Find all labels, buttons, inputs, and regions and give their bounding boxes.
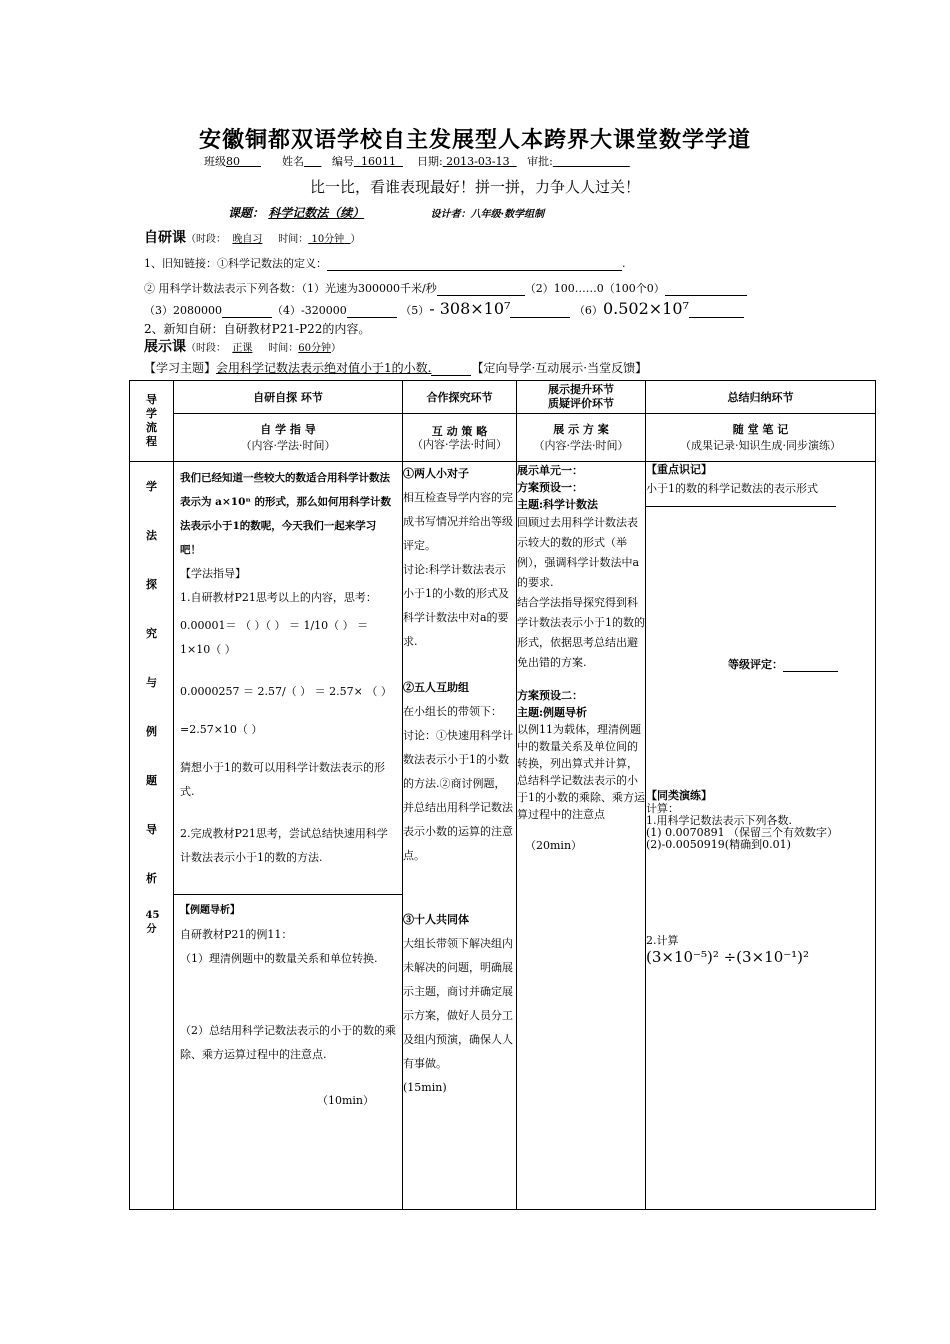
show-th1: 主题:科学计数法 [517, 498, 599, 511]
key-label: 【重点识记】 [646, 463, 712, 476]
theme-line [144, 359, 647, 376]
practice-q1a: (1) 0.0070891 （保留三个有效数字） [646, 826, 839, 839]
vertical-char: 与 [146, 676, 157, 689]
show-p1: 回顾过去用科学计数法表示较大的数的形式（举例），强调科学计数法中a的要求. [517, 516, 640, 589]
guide-intro: 我们已经知道一些较大的数适合用科学计数法表示为 a×10ⁿ 的形式，那么如何用科学计数法表示小于1的数呢，今天我们一起来学习吧！ [180, 472, 391, 556]
guide-upper [174, 462, 402, 895]
page-title: 安徽铜都双语学校自主发展型人本跨界大课堂数学学道 [198, 127, 751, 153]
col2-header: 自研自探 环节 [174, 381, 403, 414]
show-th2: 主题:例题导析 [517, 706, 588, 719]
show-p2: 结合学法指导探究得到科学计数法表示小于1的数的形式，依据思考总结出避免出错的方案. [517, 596, 645, 669]
practice-q2-expr: (3×10⁻⁵)² ÷(3×10⁻¹)² [646, 948, 810, 966]
class-value: 80 [226, 155, 240, 168]
coop-p1: 相互检查导学内容的完成书写情况并给出等级评定。 [403, 491, 513, 552]
calc-label: 计算： [646, 802, 679, 815]
grade-label: 等级评定： [728, 658, 783, 671]
example-time: （10min） [316, 1094, 374, 1107]
date-value: 2013-03-13 [446, 155, 510, 168]
coop-p4: 讨论：①快速用科学计数法表示小于1的小数的方法.②商讨例题，并总结出用科学记数法表示小数的运算的注意点。 [403, 729, 513, 862]
q3-c: （5） [400, 304, 430, 317]
example-2: （1）理清例题中的数量关系和单位转换. [180, 952, 378, 965]
q3-a: （3）2080000 [144, 304, 222, 317]
q2-line [144, 280, 747, 296]
col4-header-1: 展示提升环节 [548, 383, 614, 396]
q3-d: （6） [573, 304, 603, 317]
slogan: 比一比，看谁表现最好！拼一拼，力争人人过关！ [309, 178, 640, 196]
vertical-flow [130, 462, 174, 1210]
show-s2: 方案预设二： [517, 689, 583, 702]
self-study-heading: 自研课 [144, 230, 186, 246]
col4-sub: 展 示 方 案 （内容·学法·时间） [517, 414, 646, 462]
class-label: 班级 [204, 155, 226, 168]
guide-eq1: 0.00001＝ （ ）（ ） ＝ 1/10（ ） ＝1×10（ ） [180, 619, 369, 656]
display-heading: 展示课 [144, 339, 186, 355]
coop-time: (15min) [403, 1081, 447, 1094]
example-label: 【例题导析】 [180, 905, 240, 916]
coop-t1: ①两人小对子 [403, 467, 469, 480]
guide-guess: 猜想小于1的数可以用科学计数法表示的形式. [180, 761, 385, 798]
display-period: 正课 [232, 343, 253, 354]
method-label: 【学法指导】 [180, 567, 246, 580]
self-study-time-label: 时间： [278, 234, 309, 245]
theme-label: 【学习主题】 [144, 361, 217, 375]
date-label: 日期: [416, 155, 443, 168]
vertical-char: 析 [146, 872, 157, 885]
name-label: 姓名 [281, 155, 304, 168]
vertical-char: 学 [146, 480, 157, 493]
guide-lower [174, 895, 402, 1117]
guide-eq2: 0.0000257 ＝ 2.57/（ ） ＝ 2.57× （ ） [180, 685, 392, 698]
flow-header: 导学流程 [130, 381, 174, 462]
show-p3: 以例11为载体，理清例题中的数量关系及单位间的转换，列出算式并计算，总结科学记数法表示的小于1的小数的乘除、乘方运算过程中的注意点 [517, 723, 645, 821]
vertical-flow-chars [130, 462, 173, 903]
topic-label: 课题： [228, 206, 265, 220]
practice-q1: 1.用科学记数法表示下列各数. [646, 814, 792, 827]
col4-header-2: 质疑评价环节 [548, 397, 614, 410]
guide-step1: 1.自研教材P21思考以上的内容，思考： [180, 591, 377, 604]
coop-p2: 讨论:科学计数法表示小于1的小数的形式及科学计数法中对a的要求. [403, 563, 509, 648]
lesson-table [129, 380, 876, 1210]
q2-intro: ② 用科学计数法表示下列各数：（1）光速为300000千米/秒 [144, 282, 437, 295]
example-3: （2）总结用科学记数法表示的小于的数的乘除、乘方运算过程中的注意点. [180, 1024, 396, 1061]
theme-text: 会用科学记数法表示绝对值小于1的小数. [216, 361, 432, 375]
vertical-time: 45分 [145, 910, 160, 935]
display-time-label: 时间： [268, 343, 299, 354]
vertical-char: 探 [146, 578, 157, 591]
show-u1: 展示单元一： [517, 464, 583, 477]
guide-step2: 2.完成教材P21思考，尝试总结快速用科学计数法表示小于1的数的方法. [180, 827, 388, 864]
practice-label: 【同类演练】 [646, 789, 712, 802]
vertical-char: 导 [146, 823, 157, 836]
grade-line [646, 657, 875, 672]
show-s1: 方案预设一： [517, 481, 583, 494]
approve-label: 审批: [527, 155, 553, 168]
display-heading-line [144, 336, 341, 356]
theme-method: 【定向导学·互动展示·当堂反馈】 [471, 361, 648, 375]
col3-header: 合作探究环节 [403, 381, 517, 414]
coop-t3: ③十人共同体 [403, 913, 469, 926]
topic-value: 科学记数法（续） [268, 206, 365, 220]
col4-header [517, 381, 646, 414]
key-line [646, 496, 836, 507]
q1-line: 1、旧知链接：①科学记数法的定义： . [144, 257, 626, 270]
display-duration: 60分钟 [298, 343, 331, 354]
number-label: 编号 [331, 155, 354, 168]
meta-line [204, 153, 630, 169]
vertical-char: 例 [146, 725, 157, 738]
guide-eq3: =2.57×10（ ） [180, 723, 263, 736]
designer: 设计者：八年级·数学组制 [430, 209, 545, 220]
topic-line [228, 204, 544, 221]
self-study-close: ） [350, 234, 361, 245]
guide-cell [174, 462, 403, 1210]
col5-header: 总结归纳环节 [646, 381, 876, 414]
coop-p5: 大组长带领下解决组内未解决的问题，明确展示主题，商讨并确定展示方案，做好人员分工及组内预演，确保人人有事做。 [403, 937, 513, 1070]
q2-b: （2）100……0（100个0） [524, 282, 665, 295]
display-time-info: （时段： [186, 343, 226, 354]
key-text: 小于1的数的科学记数法的表示形式 [646, 482, 818, 495]
cooperate-cell [403, 462, 517, 1210]
vertical-char: 法 [146, 529, 157, 542]
q1-text: 1、旧知链接：①科学记数法的定义： [144, 257, 327, 270]
practice-q1b: (2)-0.0050919(精确到0.01) [646, 838, 791, 851]
example-1: 自研教材P21的例11： [180, 928, 293, 941]
q3-b: （4）-320000 [272, 304, 347, 317]
self-study-duration: 10分钟 [311, 234, 345, 245]
col2-sub: 自 学 指 导 （内容·学法·时间） [174, 414, 403, 462]
coop-p3: 在小组长的带领下： [403, 705, 502, 718]
practice-q2: 2.计算 [646, 934, 679, 947]
col3-sub: 互 动 策 略 （内容·学法·时间） [403, 414, 517, 462]
show-cell [517, 462, 646, 1210]
q4-line: 2、新知自研：自研教材P21-P22的内容。 [144, 322, 371, 336]
q3-d-val: 0.502×10⁷ [602, 299, 689, 318]
col5-sub: 随 堂 笔 记 （成果记录·知识生成·同步演练） [646, 414, 876, 462]
self-study-time-info: （时段： [186, 234, 226, 245]
notes-cell [646, 462, 876, 1210]
q3-c-val: - 308×10⁷ [429, 299, 511, 318]
self-study-period: 晚自习 [232, 234, 263, 245]
coop-t2: ②五人互助组 [403, 681, 469, 694]
display-close: ） [331, 343, 341, 354]
vertical-char: 题 [146, 774, 157, 787]
show-time: （20min） [525, 839, 583, 852]
q3-line [144, 299, 744, 318]
vertical-char: 究 [146, 627, 157, 640]
self-study-heading-line [144, 227, 361, 247]
number-value: 16011 [360, 155, 396, 168]
